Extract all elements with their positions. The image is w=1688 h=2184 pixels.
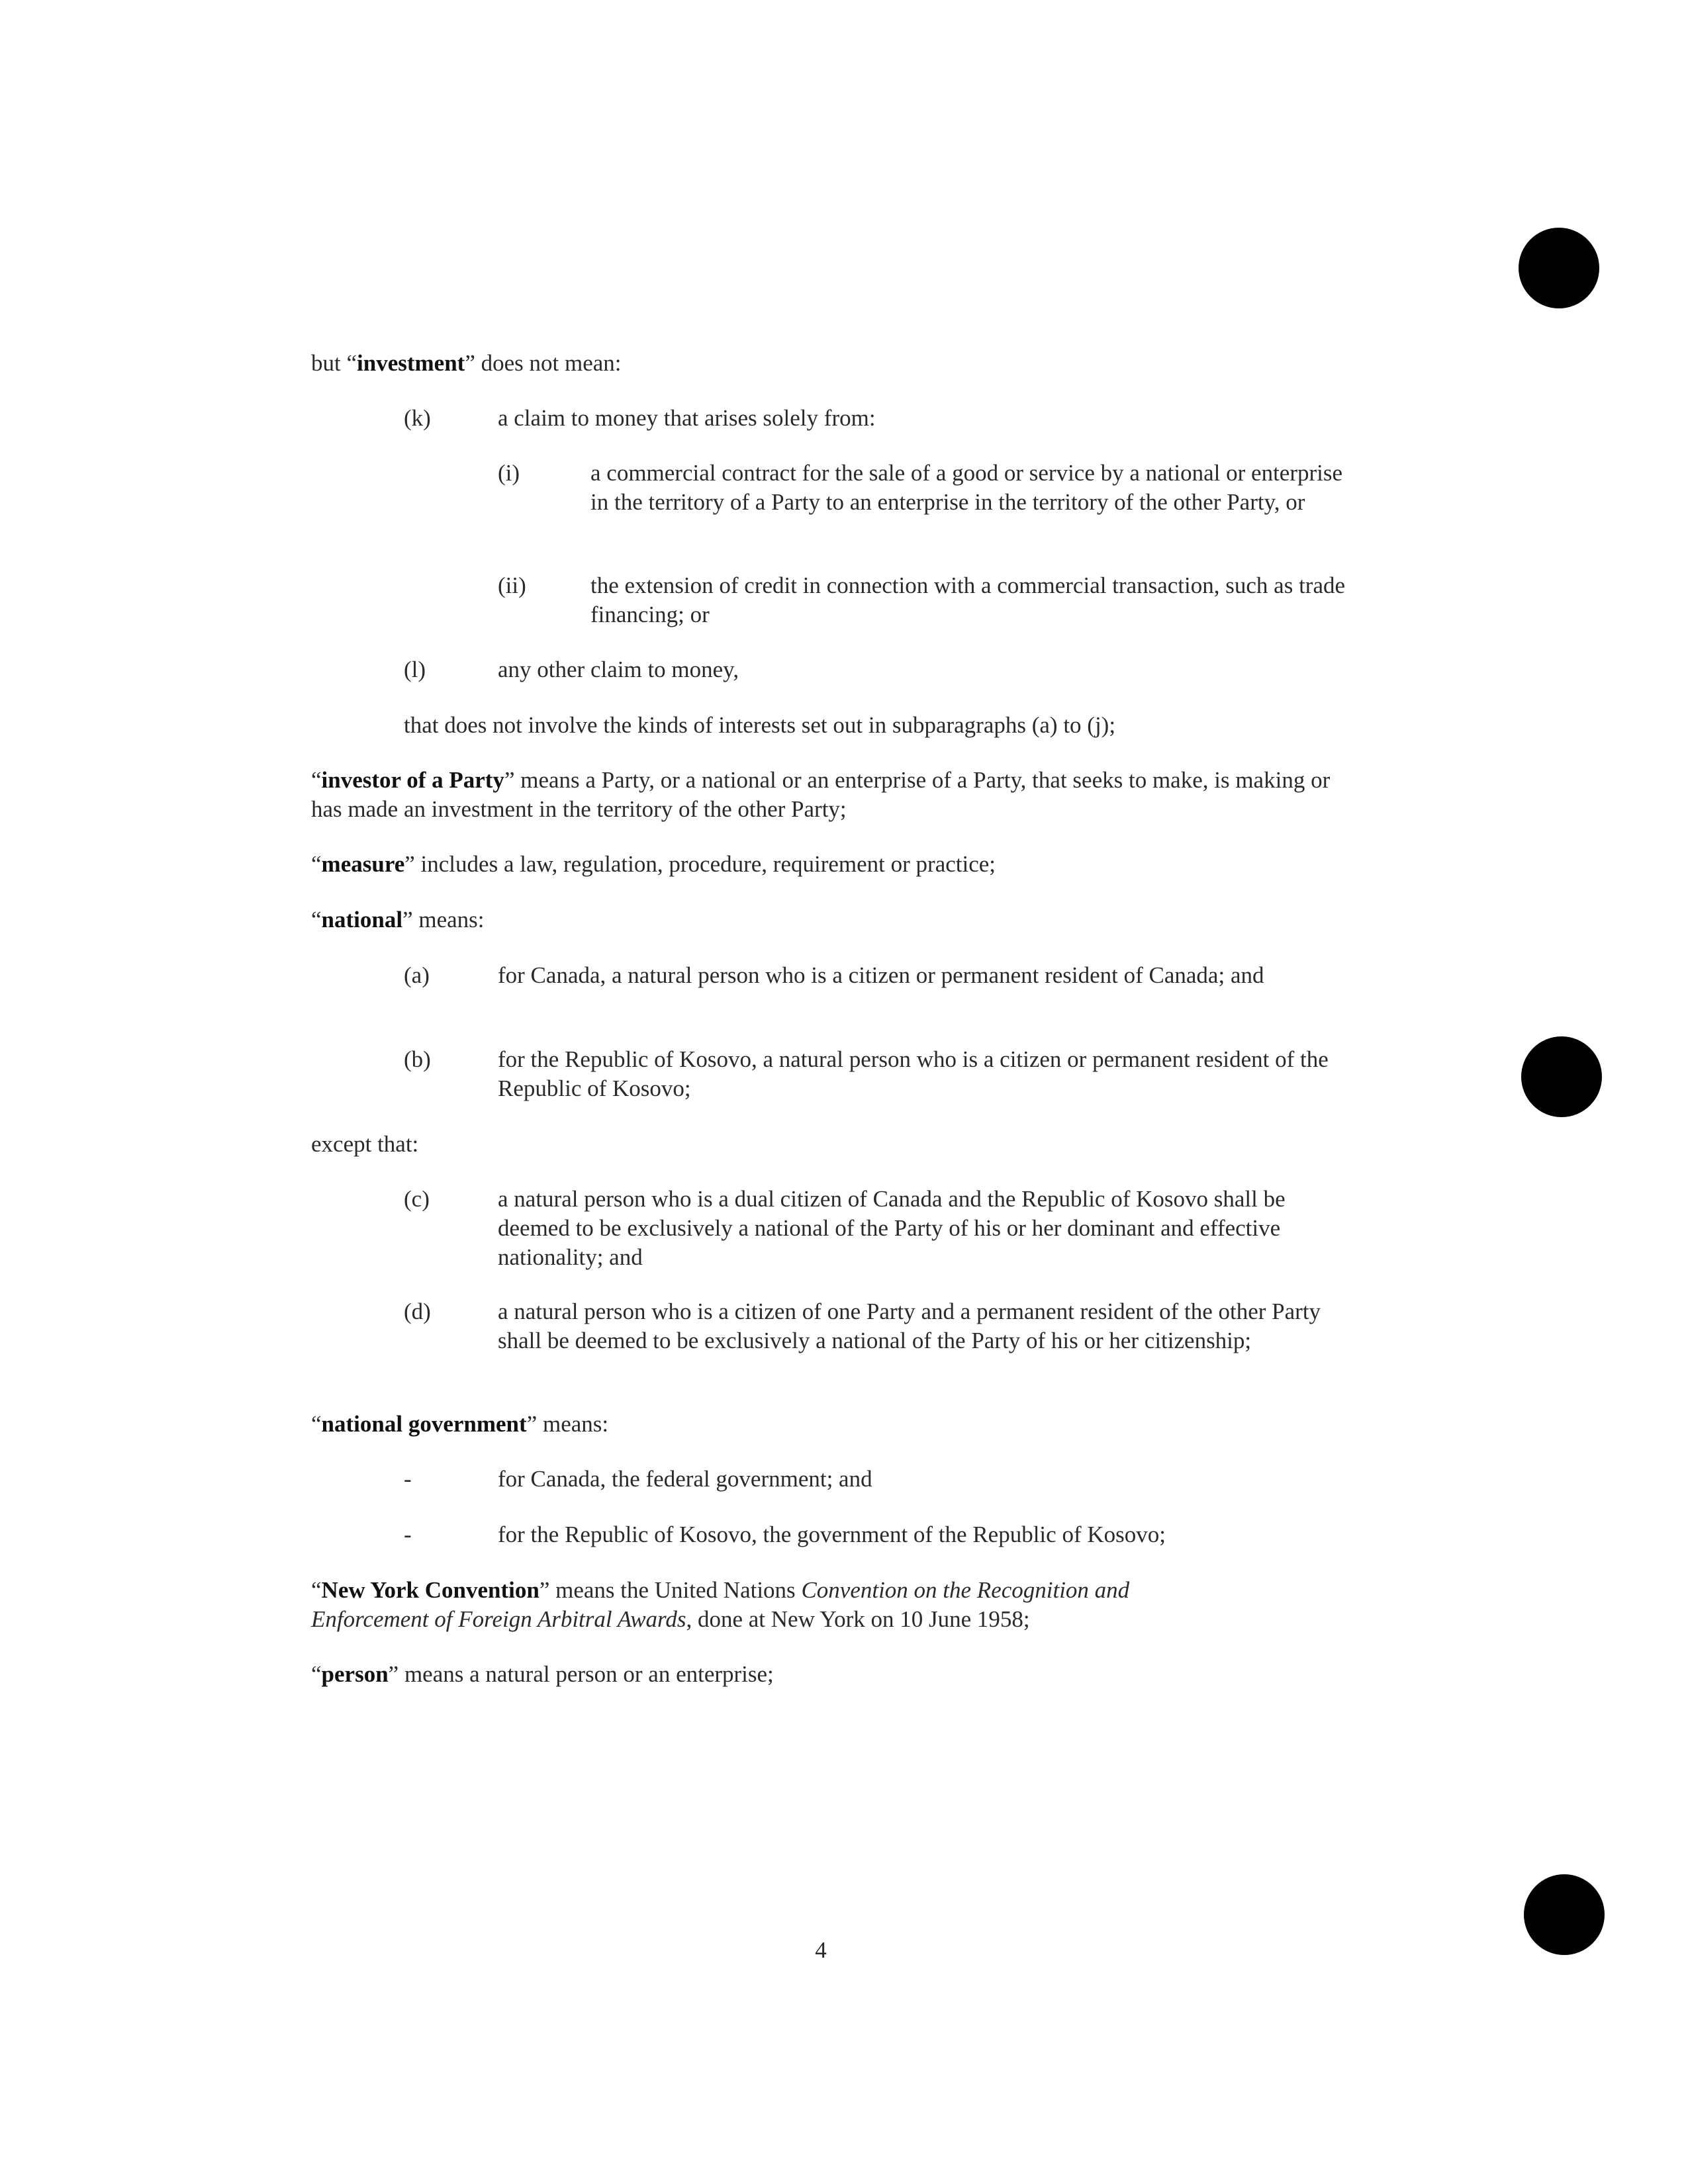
item-label-k: (k) (404, 405, 431, 431)
defined-term-new-york-convention: New York Convention (321, 1577, 539, 1603)
item-text-c: a natural person who is a dual citizen of Canada and the Republic of Kosovo shall be deemed to be exclusively a national of the Party of his or her dominant and effective nationality; and (498, 1186, 1286, 1270)
dash-bullet: - (404, 1522, 412, 1547)
subitem-text-ii: the extension of credit in connection with a commercial transaction, such as trade financing; or (590, 572, 1346, 627)
defined-term-national: national (321, 907, 403, 933)
defined-term-measure: measure (321, 851, 405, 877)
subitem-label-i: (i) (498, 460, 520, 486)
dash-bullet: - (404, 1466, 412, 1492)
except-that: except that: (311, 1131, 419, 1157)
punch-hole-top (1519, 228, 1599, 308)
defined-term-investment: investment (357, 350, 465, 376)
item-text-b: for the Republic of Kosovo, a natural person who is a citizen or permanent resident of the Republic of Kosovo; (498, 1046, 1329, 1101)
item-label-d: (d) (404, 1298, 431, 1324)
definition-text: ” includes a law, regulation, procedure, requirement or practice; (404, 851, 996, 877)
defined-term-person: person (321, 1661, 389, 1687)
defined-term-investor-of-a-party: investor of a Party (321, 767, 504, 793)
item-text-d: a natural person who is a citizen of one Party and a permanent resident of the other Party shall be deemed to be exclusively a national of the Party of his or her citizenship; (498, 1298, 1321, 1353)
intro-prefix: but “ (311, 350, 357, 376)
definition-investor-of-a-party (311, 766, 1344, 824)
definition-text: ” means: (402, 907, 485, 933)
item-label-a: (a) (404, 962, 430, 988)
exclusion-tail: that does not involve the kinds of interests set out in subparagraphs (a) to (j); (404, 712, 1116, 738)
investment-exclusion-intro (311, 349, 1344, 378)
definition-text: ” means a Party, or a national or an enterprise of a Party, that seeks to make, is making or has made an investment in the territory of the other Party; (311, 767, 1331, 822)
quote-open: “ (311, 907, 322, 933)
quote-open: “ (311, 767, 322, 793)
item-text-l: any other claim to money, (498, 657, 739, 682)
definition-person (311, 1660, 1344, 1689)
item-label-c: (c) (404, 1186, 430, 1212)
subitem-label-ii: (ii) (498, 572, 526, 598)
national-government-kosovo: for the Republic of Kosovo, the government of the Republic of Kosovo; (498, 1522, 1166, 1547)
quote-open: “ (311, 1577, 322, 1603)
definition-text: ” means the United Nations (539, 1577, 802, 1603)
intro-suffix: ” does not mean: (465, 350, 622, 376)
definition-national (311, 905, 1344, 934)
national-government-canada: for Canada, the federal government; and (498, 1466, 872, 1492)
definition-national-government (311, 1410, 1344, 1439)
punch-hole-middle (1521, 1036, 1602, 1117)
item-text-k: a claim to money that arises solely from: (498, 405, 876, 431)
quote-open: “ (311, 1661, 322, 1687)
definition-text: ” means a natural person or an enterprise; (388, 1661, 774, 1687)
quote-open: “ (311, 1411, 322, 1437)
defined-term-national-government: national government (321, 1411, 527, 1437)
definition-new-york-convention (311, 1576, 1251, 1634)
item-text-a: for Canada, a natural person who is a citizen or permanent resident of Canada; and (498, 962, 1264, 988)
item-label-b: (b) (404, 1046, 431, 1072)
item-label-l: (l) (404, 657, 426, 682)
definition-measure (311, 850, 1344, 879)
definition-text-end: , done at New York on 10 June 1958; (686, 1606, 1030, 1632)
quote-open: “ (311, 851, 322, 877)
page-number: 4 (815, 1937, 827, 1963)
subitem-text-i: a commercial contract for the sale of a good or service by a national or enterprise in the territory of a Party to an enterprise in the territory of the other Party, or (590, 460, 1343, 515)
convention-title: Convention on the Recognition and Enforcement of Foreign Arbitral Awards (311, 1577, 1130, 1632)
definition-text: ” means: (526, 1411, 609, 1437)
